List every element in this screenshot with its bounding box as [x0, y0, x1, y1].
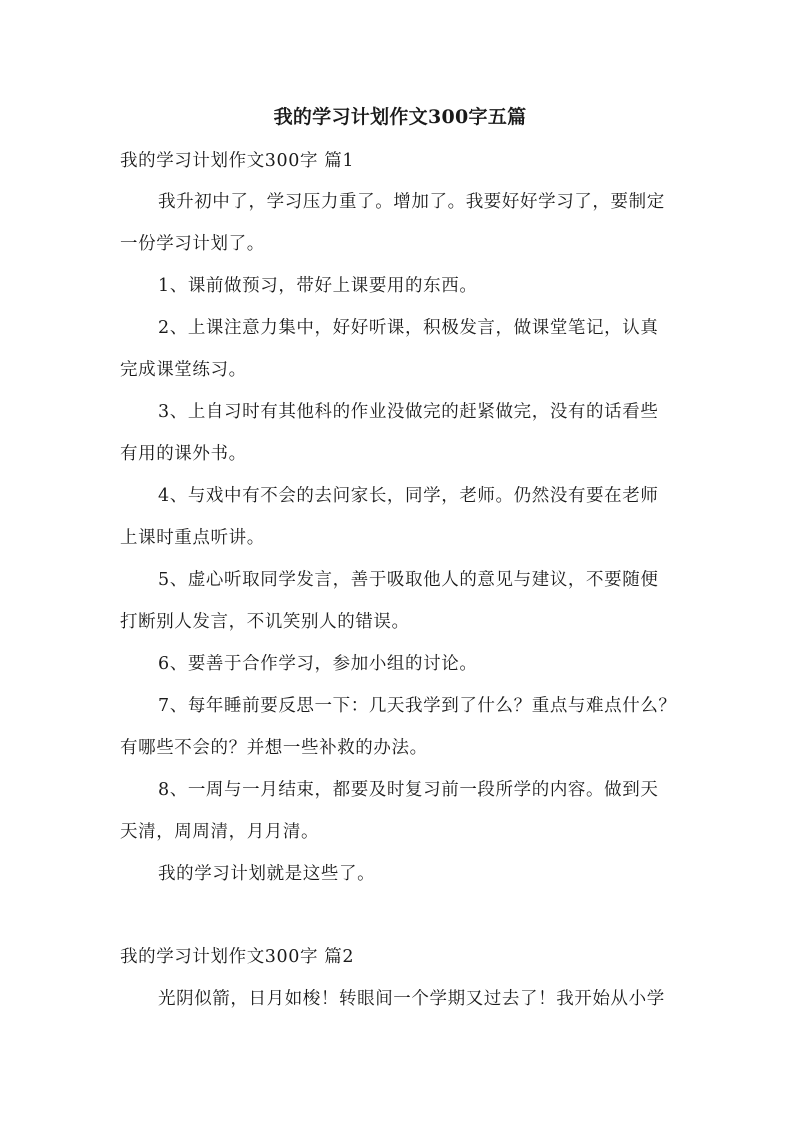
list-item-1: 1、课前做预习，带好上课要用的东西。	[158, 276, 478, 296]
list-item-4: 4、与戏中有不会的去问家长，同学，老师。仍然没有要在老师	[158, 486, 659, 506]
list-item-8: 8、一周与一月结束，都要及时复习前一段所学的内容。做到天	[158, 780, 659, 800]
list-item-5-cont: 打断别人发言，不讥笑别人的错误。	[120, 612, 410, 632]
section-heading-1: 我的学习计划作文300字 篇1	[120, 151, 355, 171]
list-item-2-cont: 完成课堂练习。	[120, 360, 247, 380]
document-title: 我的学习计划作文300字五篇	[273, 106, 527, 128]
paragraph-line: 光阴似箭，日月如梭！转眼间一个学期又过去了！我开始从小学	[158, 989, 665, 1009]
list-item-4-cont: 上课时重点听讲。	[120, 528, 265, 548]
list-item-2: 2、上课注意力集中，好好听课，积极发言，做课堂笔记，认真	[158, 318, 659, 338]
list-item-7: 7、每年睡前要反思一下：几天我学到了什么？重点与难点什么？	[158, 696, 677, 716]
section-heading-2: 我的学习计划作文300字 篇2	[120, 947, 355, 967]
list-item-3-cont: 有用的课外书。	[120, 444, 247, 464]
list-item-6: 6、要善于合作学习，参加小组的讨论。	[158, 654, 478, 674]
list-item-8-cont: 天清，周周清，月月清。	[120, 822, 320, 842]
closing-line: 我的学习计划就是这些了。	[158, 864, 376, 884]
paragraph-line: 一份学习计划了。	[120, 234, 265, 254]
paragraph-line: 我升初中了，学习压力重了。增加了。我要好好学习了，要制定	[158, 192, 665, 212]
list-item-5: 5、虚心听取同学发言，善于吸取他人的意见与建议，不要随便	[158, 570, 659, 590]
list-item-3: 3、上自习时有其他科的作业没做完的赶紧做完，没有的话看些	[158, 402, 659, 422]
list-item-7-cont: 有哪些不会的？并想一些补救的办法。	[120, 738, 428, 758]
